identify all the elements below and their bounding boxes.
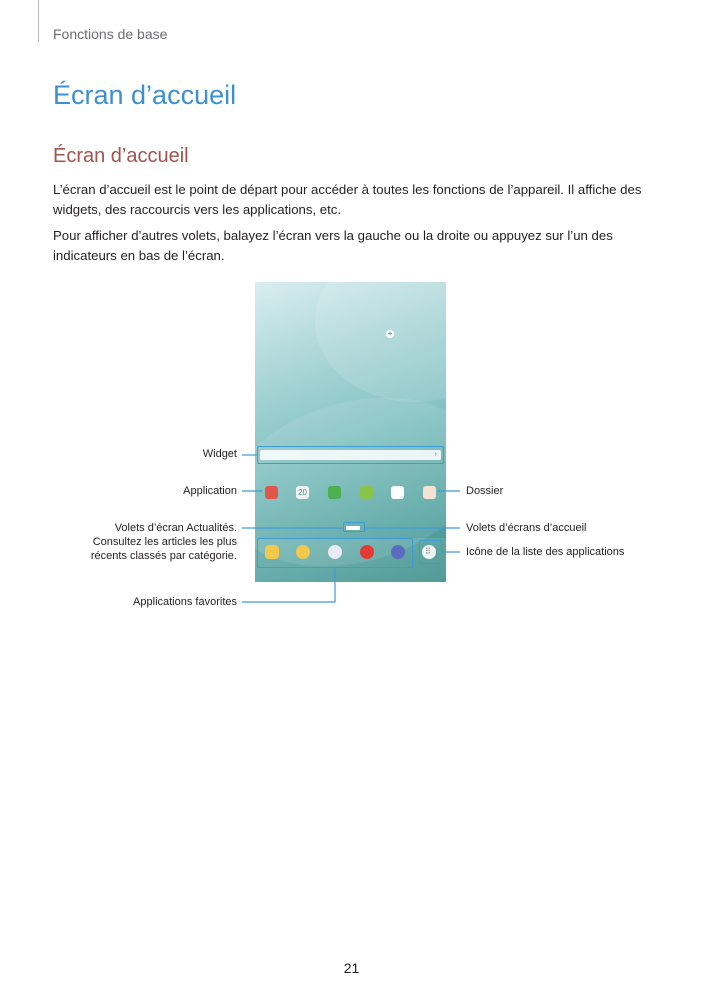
apps-list-icon-label: Icône de la liste des applications — [466, 546, 625, 558]
home-panels-label: Volets d’écrans d’accueil — [466, 522, 587, 534]
paragraph-panels: Pour afficher d’autres volets, balayez l’écran vers la gauche ou la droite ou appuyez sur l’un des indicateurs en bas de l’écran. — [53, 228, 613, 263]
apps-grid-glyph: ⠿ — [425, 547, 431, 556]
favorites-highlight — [257, 538, 413, 568]
header-rule — [38, 0, 39, 42]
paragraph-intro: L’écran d’accueil est le point de départ pour accéder à toutes les fonctions de l’appareil. Il affiche des widgets, des raccourcis vers les applications, etc. — [53, 182, 642, 217]
memo-app-icon[interactable] — [265, 486, 278, 499]
gallery-app-icon[interactable] — [360, 486, 373, 499]
page-title: Écran d’accueil — [53, 80, 237, 110]
apps-folder-icon[interactable] — [328, 486, 341, 499]
news-panel-label-line2: Consultez les articles les plus — [92, 536, 237, 548]
application-label: Application — [183, 485, 237, 497]
widget-label: Widget — [202, 448, 237, 460]
favorites-label: Applications favorites — [133, 596, 237, 608]
page-number: 21 — [343, 960, 360, 976]
section-title: Écran d’accueil — [53, 145, 189, 167]
apps-list-highlight — [419, 540, 442, 564]
running-header: Fonctions de base — [53, 26, 168, 42]
folder-label: Dossier — [466, 485, 504, 497]
calendar-app-icon[interactable]: 20 — [296, 486, 309, 499]
wallpaper-shape — [315, 282, 446, 402]
widget-highlight — [257, 446, 444, 464]
weather-add-icon[interactable]: + — [387, 329, 393, 338]
chevron-right-icon: › — [434, 451, 437, 458]
home-panel-highlight — [343, 522, 365, 532]
play-store-app-icon[interactable] — [391, 486, 404, 499]
news-panel-label-line1: Volets d’écran Actualités. — [114, 522, 237, 534]
folder-icon[interactable] — [423, 486, 436, 499]
news-panel-label-line3: récents classés par catégorie. — [90, 550, 237, 562]
home-screen-illustration — [255, 282, 446, 582]
